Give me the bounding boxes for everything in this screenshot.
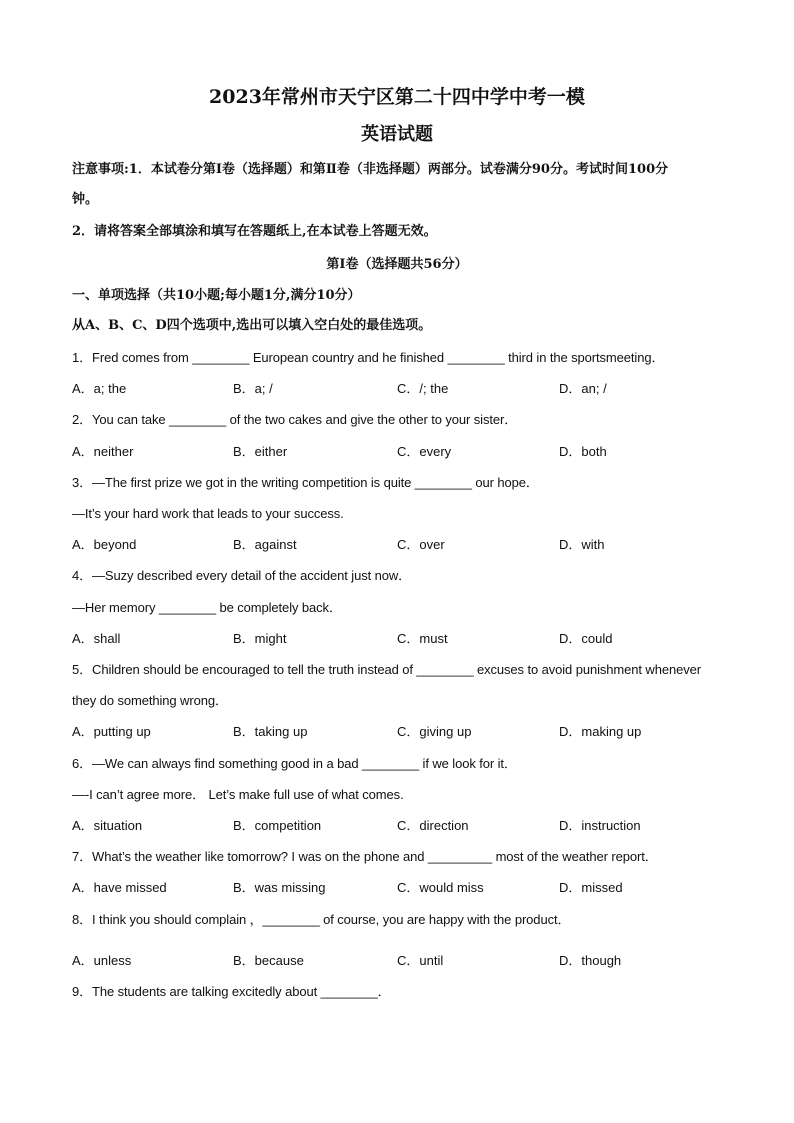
question-3-option-b: B．against bbox=[233, 537, 297, 552]
question-5-text-2: they do something wrong． bbox=[72, 693, 228, 708]
section-header: 第Ⅰ卷（选择题共56分） bbox=[326, 257, 468, 272]
question-4-text: 4．—Suzy described every detail of the accident just now． bbox=[72, 568, 412, 583]
question-7-option-d: D．missed bbox=[559, 880, 623, 895]
notes-line-2: 2．请将答案全部填涂和填写在答题纸上,在本试卷上答题无效。 bbox=[72, 224, 437, 239]
part-instruction: 从A、B、C、D四个选项中,选出可以填入空白处的最佳选项。 bbox=[72, 318, 432, 333]
part-title: 一、单项选择（共10小题;每小题1分,满分10分） bbox=[72, 288, 361, 303]
question-9-text: 9．The students are talking excitedly about ________． bbox=[72, 984, 391, 999]
exam-title: 2023年常州市天宁区第二十四中学中考一模 bbox=[209, 86, 585, 108]
question-8-option-a: A．unless bbox=[72, 953, 132, 968]
question-1-option-c: C．/; the bbox=[397, 381, 449, 396]
question-6-text-2: —-I can’t agree more． Let’s make full use of what comes. bbox=[72, 787, 404, 802]
question-4-option-b: B．might bbox=[233, 631, 287, 646]
question-6-option-c: C．direction bbox=[397, 818, 469, 833]
question-1-text: 1．Fred comes from ________ European country and he finished ________ third in the sportsmeeting． bbox=[72, 350, 665, 365]
question-4-option-d: D．could bbox=[559, 631, 613, 646]
question-7-option-b: B．was missing bbox=[233, 880, 326, 895]
question-7-text: 7．What’s the weather like tomorrow? I was on the phone and _________ most of the weather report． bbox=[72, 849, 658, 864]
question-2-option-c: C．every bbox=[397, 444, 452, 459]
question-4-option-a: A．shall bbox=[72, 631, 121, 646]
exam-subtitle: 英语试题 bbox=[361, 124, 433, 145]
question-3-text: 3．—The first prize we got in the writing competition is quite ________ our hope． bbox=[72, 475, 539, 490]
question-5-text: 5．Children should be encouraged to tell the truth instead of ________ excuses to avoid punishment whenever bbox=[72, 662, 701, 677]
question-7-option-c: C．would miss bbox=[397, 880, 484, 895]
question-5-option-d: D．making up bbox=[559, 724, 642, 739]
question-1-option-d: D．an; / bbox=[559, 381, 607, 396]
question-6-text: 6．—We can always find something good in a bad ________ if we look for it． bbox=[72, 756, 517, 771]
question-5-option-a: A．putting up bbox=[72, 724, 151, 739]
question-3-option-c: C．over bbox=[397, 537, 445, 552]
question-2-option-d: D．both bbox=[559, 444, 607, 459]
question-5-option-c: C．giving up bbox=[397, 724, 472, 739]
question-4-option-c: C．must bbox=[397, 631, 448, 646]
question-7-option-a: A．have missed bbox=[72, 880, 167, 895]
question-8-option-d: D．though bbox=[559, 953, 622, 968]
question-6-option-a: A．situation bbox=[72, 818, 143, 833]
question-3-option-a: A．beyond bbox=[72, 537, 137, 552]
question-8-text: 8．I think you should complain ，________ of course, you are happy with the product． bbox=[72, 912, 571, 927]
question-1-option-a: A．a; the bbox=[72, 381, 127, 396]
question-2-option-a: A．neither bbox=[72, 444, 134, 459]
question-3-text-2: —It’s your hard work that leads to your success. bbox=[72, 506, 344, 521]
question-2-option-b: B．either bbox=[233, 444, 288, 459]
question-6-option-b: B．competition bbox=[233, 818, 322, 833]
question-8-option-c: C．until bbox=[397, 953, 444, 968]
question-8-option-b: B．because bbox=[233, 953, 304, 968]
question-4-text-2: —Her memory ________ be completely back． bbox=[72, 600, 342, 615]
question-2-text: 2．You can take ________ of the two cakes and give the other to your sister． bbox=[72, 412, 518, 427]
question-3-option-d: D．with bbox=[559, 537, 605, 552]
question-6-option-d: D．instruction bbox=[559, 818, 641, 833]
notes-line-1-cont: 钟。 bbox=[72, 192, 99, 207]
notes-line-1: 注意事项:1．本试卷分第Ⅰ卷（选择题）和第Ⅱ卷（非选择题）两部分。试卷满分90分。考试时间100分 bbox=[72, 162, 669, 177]
question-1-option-b: B．a; / bbox=[233, 381, 273, 396]
question-5-option-b: B．taking up bbox=[233, 724, 308, 739]
